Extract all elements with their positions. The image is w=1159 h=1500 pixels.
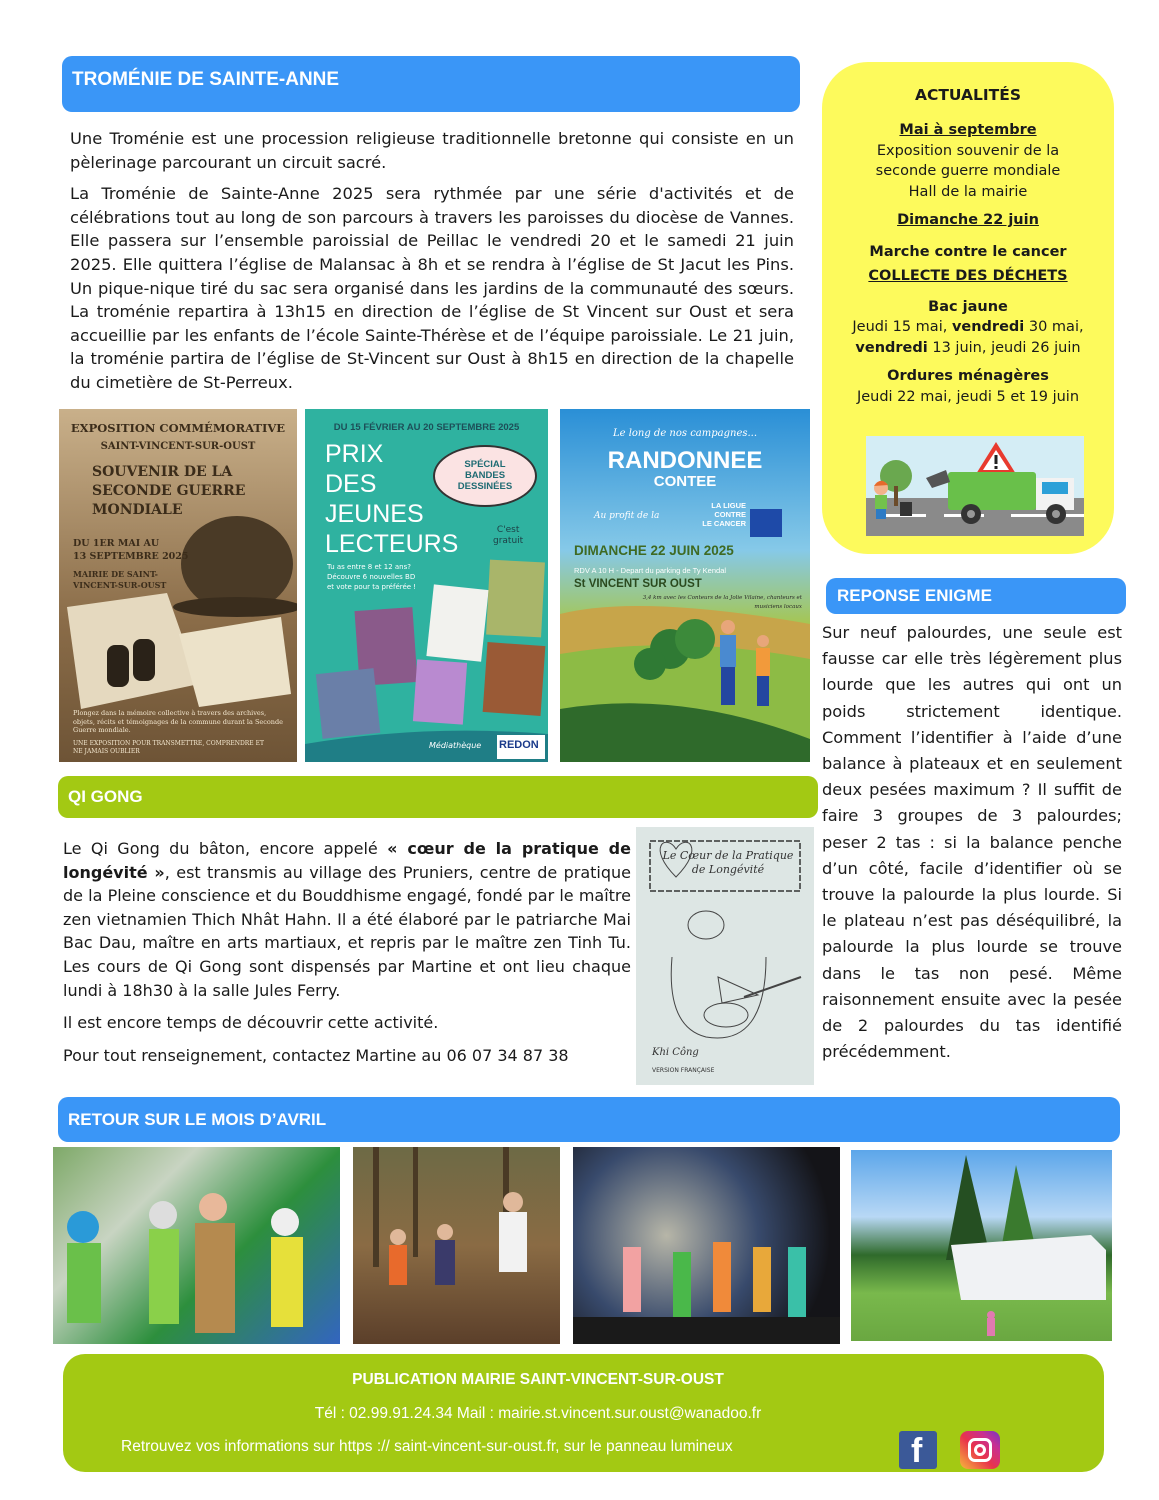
facebook-glyph: f <box>911 1432 923 1470</box>
event1-line: Hall de la mairie <box>908 183 1028 200</box>
footer <box>63 1354 1104 1472</box>
bac-jaune-part: vendredi <box>855 339 928 356</box>
bac-jaune-part: 13 juin, jeudi 26 juin <box>927 339 1081 356</box>
qigong-book-cover <box>636 827 814 1085</box>
ligue-line: CONTRE <box>714 510 746 519</box>
expo-place <box>73 569 166 591</box>
qigong-p1-start: Le Qi Gong du bâton, encore appelé <box>63 839 388 858</box>
bac-jaune-dates-2 <box>822 338 1114 359</box>
event1-line: seconde guerre mondiale <box>875 163 1061 179</box>
expo-town: SAINT-VINCENT-SUR-OUST <box>100 441 256 452</box>
photo-trail-runners <box>353 1147 560 1344</box>
qigong-p1-end: , est transmis au village des Pruniers, centre de pratique de la Pleine conscience et du Bouddhisme engagé, fondé par le maître zen vietnamien Thich Nhât Hahn. Il a été élaboré par le patriarche Mai Bac Dau, maître en arts martiaux, et repris par le maître zen Tinh Tu. Les cours de Qi Gong sont dispensés par Martine et ont lieu chaque lundi à 18h30 à la salle Jules Ferry. <box>63 862 631 1000</box>
book-title-line: Le Cœur de la Pratique <box>662 849 794 862</box>
rando-rdv: RDV A 10 H - Depart du parking de Ty Kendal <box>574 566 727 575</box>
expo-date-line: DU 1ER MAI AU <box>73 538 160 549</box>
photo-garden-tent <box>851 1150 1112 1341</box>
event2-date: Dimanche 22 juin <box>897 212 1039 228</box>
qigong-paragraph-3: Pour tout renseignement, contactez Martine au 06 07 34 87 38 <box>63 1045 569 1065</box>
qigong-paragraph-2: Il est encore temps de découvrir cette activité. <box>63 1013 439 1033</box>
rando-date: DIMANCHE 22 JUIN 2025 <box>574 543 734 558</box>
footer-contact[interactable]: Tél : 02.99.91.24.34 Mail : mairie.st.vincent.sur.oust@wanadoo.fr <box>314 1405 762 1422</box>
prix-desc-line: et vote pour ta préférée ! <box>327 583 417 591</box>
bac-jaune-dates-1 <box>822 317 1114 338</box>
rando-subtitle: CONTEE <box>653 473 717 490</box>
prix-desc-line: Découvre 6 nouvelles BD <box>327 573 416 581</box>
rando-place: St VINCENT SUR OUST <box>574 578 702 590</box>
qigong-p1-bold: « cœur de la pratique de longévité » <box>63 839 631 882</box>
qigong-text <box>63 837 631 1076</box>
expo-tagline: UNE EXPOSITION POUR TRANSMETTRE, COMPRENDRE ET NE JAMAIS OUBLIER <box>73 740 264 755</box>
footer-info[interactable]: Retrouvez vos informations sur https :// saint-vincent-sur-oust.fr, sur le panneau lumineux <box>121 1438 733 1455</box>
prix-title-line: PRIX <box>325 440 384 468</box>
ligue-line: LA LIGUE <box>711 501 746 510</box>
expo-title-line: MONDIALE <box>92 502 183 518</box>
enigme-text: Sur neuf palourdes, une seule est fausse car elle très légèrement plus lourde que les autres qui ont un poids strictement identique. Comment l’identifier à l’aide d’une balance à plateaux et en seulement deux pesées maximum ? Il suffit de faire 3 groupes de 3 palourdes; peser 2 tas : si la balance penche d’un côté, facile d’identifier où se trouve la palourde la plus lourde. Si le plateau n’est pas déséquilibré, la palourde la plus lourde se trouve dans le tas non pesé. Même raisonnement ensuite avec la pesée de 2 palourdes du tas identifié précédemment. <box>822 623 1122 1062</box>
expo-title-line: SOUVENIR DE LA <box>92 464 233 480</box>
prix-title-line: LECTEURS <box>325 530 459 558</box>
prix-bubble-line: SPÉCIAL <box>464 459 506 470</box>
expo-title-line: SECONDE GUERRE <box>92 483 246 499</box>
instagram-icon[interactable] <box>960 1431 1000 1469</box>
event1-date: Mai à septembre <box>899 122 1037 138</box>
rando-title: RANDONNEE <box>607 447 763 474</box>
qigong-title: QI GONG <box>68 787 143 806</box>
bac-jaune-title: Bac jaune <box>928 298 1008 315</box>
prix-free-line: gratuit <box>493 536 524 546</box>
prix-title-line: DES <box>325 470 377 498</box>
photo-cyclists <box>53 1147 340 1344</box>
ordures-text: Jeudi 22 mai, jeudi 5 et 19 juin <box>856 388 1080 405</box>
bac-jaune-part: 30 mai, <box>1024 319 1084 335</box>
tromenie-title: TROMÉNIE DE SAINTE-ANNE <box>72 69 340 90</box>
expo-date-line: 13 SEPTEMBRE 2025 <box>73 551 189 562</box>
footer-title: PUBLICATION MAIRIE SAINT-VINCENT-SUR-OUST <box>352 1371 724 1388</box>
bac-jaune-part: vendredi <box>951 319 1025 335</box>
book-title-line: de Longévité <box>691 863 765 876</box>
collecte-title: COLLECTE DES DÉCHETS <box>868 268 1068 284</box>
book-brand: Khi Công <box>652 1047 699 1058</box>
actualites-title: ACTUALITÉS <box>914 86 1022 104</box>
bac-jaune-part: Jeudi 15 mai, <box>852 319 952 335</box>
redon-logo: REDON <box>499 739 539 751</box>
prix-desc-line: Tu as entre 8 et 12 ans? <box>327 563 411 571</box>
expo-place-line: MAIRIE DE SAINT- <box>73 569 158 579</box>
expo-title <box>92 463 245 520</box>
ligue-line: LE CANCER <box>702 519 746 528</box>
book-subtitle: VERSION FRANÇAISE <box>652 1067 715 1074</box>
poster-randonnee-contee <box>560 409 810 762</box>
enigme-title: REPONSE ENIGME <box>837 586 992 605</box>
event1-line: Exposition souvenir de la <box>876 142 1060 159</box>
prix-title-line: JEUNES <box>325 500 424 528</box>
photo-stage-show <box>573 1147 840 1344</box>
poster-prix-jeunes-lecteurs <box>305 409 548 762</box>
mediatheque-logo: Médiathèque <box>429 741 482 750</box>
tromenie-paragraph-2: La Troménie de Sainte-Anne 2025 sera rythmée par une série d'activités et de célébrations tout au long de son parcours à travers les paroisses du diocèse de Vannes. Elle passera sur l’ensemble paroissial de Peillac le vendredi 20 et le samedi 21 juin 2025. Elle quittera l’église de Malansac à 8h et se rendra à l’église de St Jacut les Pins. Un pique-nique tiré du sac sera organisé dans les jardins de la communauté des sœurs. La troménie repartira à 13h15 en direction de l’église de St Vincent sur Oust et sera accueillie par les enfants de l’école Sainte-Thérèse et de l’équipe paroissiale. Le 21 juin, la troménie partira de l’église de St-Vincent sur Oust à 8h15 en direction de la chapelle du cimetière de St-Perreux. <box>70 184 794 392</box>
expo-header: EXPOSITION COMMÉMORATIVE <box>70 421 286 435</box>
qigong-paragraph-1 <box>63 837 631 1002</box>
ordures-title: Ordures ménagères <box>887 368 1049 384</box>
expo-description: Plongez dans la mémoire collective à travers des archives, objets, récits et témoignages de la commune durant la Seconde Guerre mondiale. <box>73 709 283 734</box>
prix-dates: DU 15 FÉVRIER AU 20 SEPTEMBRE 2025 <box>333 422 520 433</box>
rando-profit: Au profit de la <box>594 511 660 521</box>
tromenie-text <box>70 127 794 403</box>
tromenie-banner <box>62 56 800 112</box>
rando-note: 3,4 km avec les Conteurs de la Jolie Vilaine, chanteurs et musiciens locaux <box>642 595 802 610</box>
ligue-cancer-logo <box>682 501 746 528</box>
expo-dates <box>73 537 189 563</box>
event2-text: Marche contre le cancer <box>869 243 1067 260</box>
avril-banner <box>58 1097 1120 1142</box>
tromenie-paragraph-1: Une Troménie est une procession religieuse traditionnelle bretonne qui consiste en un pèlerinage parcourant un circuit sacré. <box>70 129 794 172</box>
qigong-banner <box>58 776 818 818</box>
garbage-truck-illustration <box>866 436 1084 536</box>
facebook-icon[interactable] <box>899 1431 937 1469</box>
expo-place-line: VINCENT-SUR-OUST <box>73 580 167 590</box>
prix-bubble-line: BANDES <box>464 470 506 481</box>
book-title <box>658 849 798 877</box>
poster-exposition <box>59 409 297 762</box>
prix-free-line: C'est <box>496 525 520 535</box>
prix-bubble-line: DESSINÉES <box>457 481 513 492</box>
enigme-banner <box>826 578 1126 614</box>
rando-script: Le long de nos campagnes... <box>612 428 758 439</box>
avril-title: RETOUR SUR LE MOIS D’AVRIL <box>68 1109 327 1129</box>
